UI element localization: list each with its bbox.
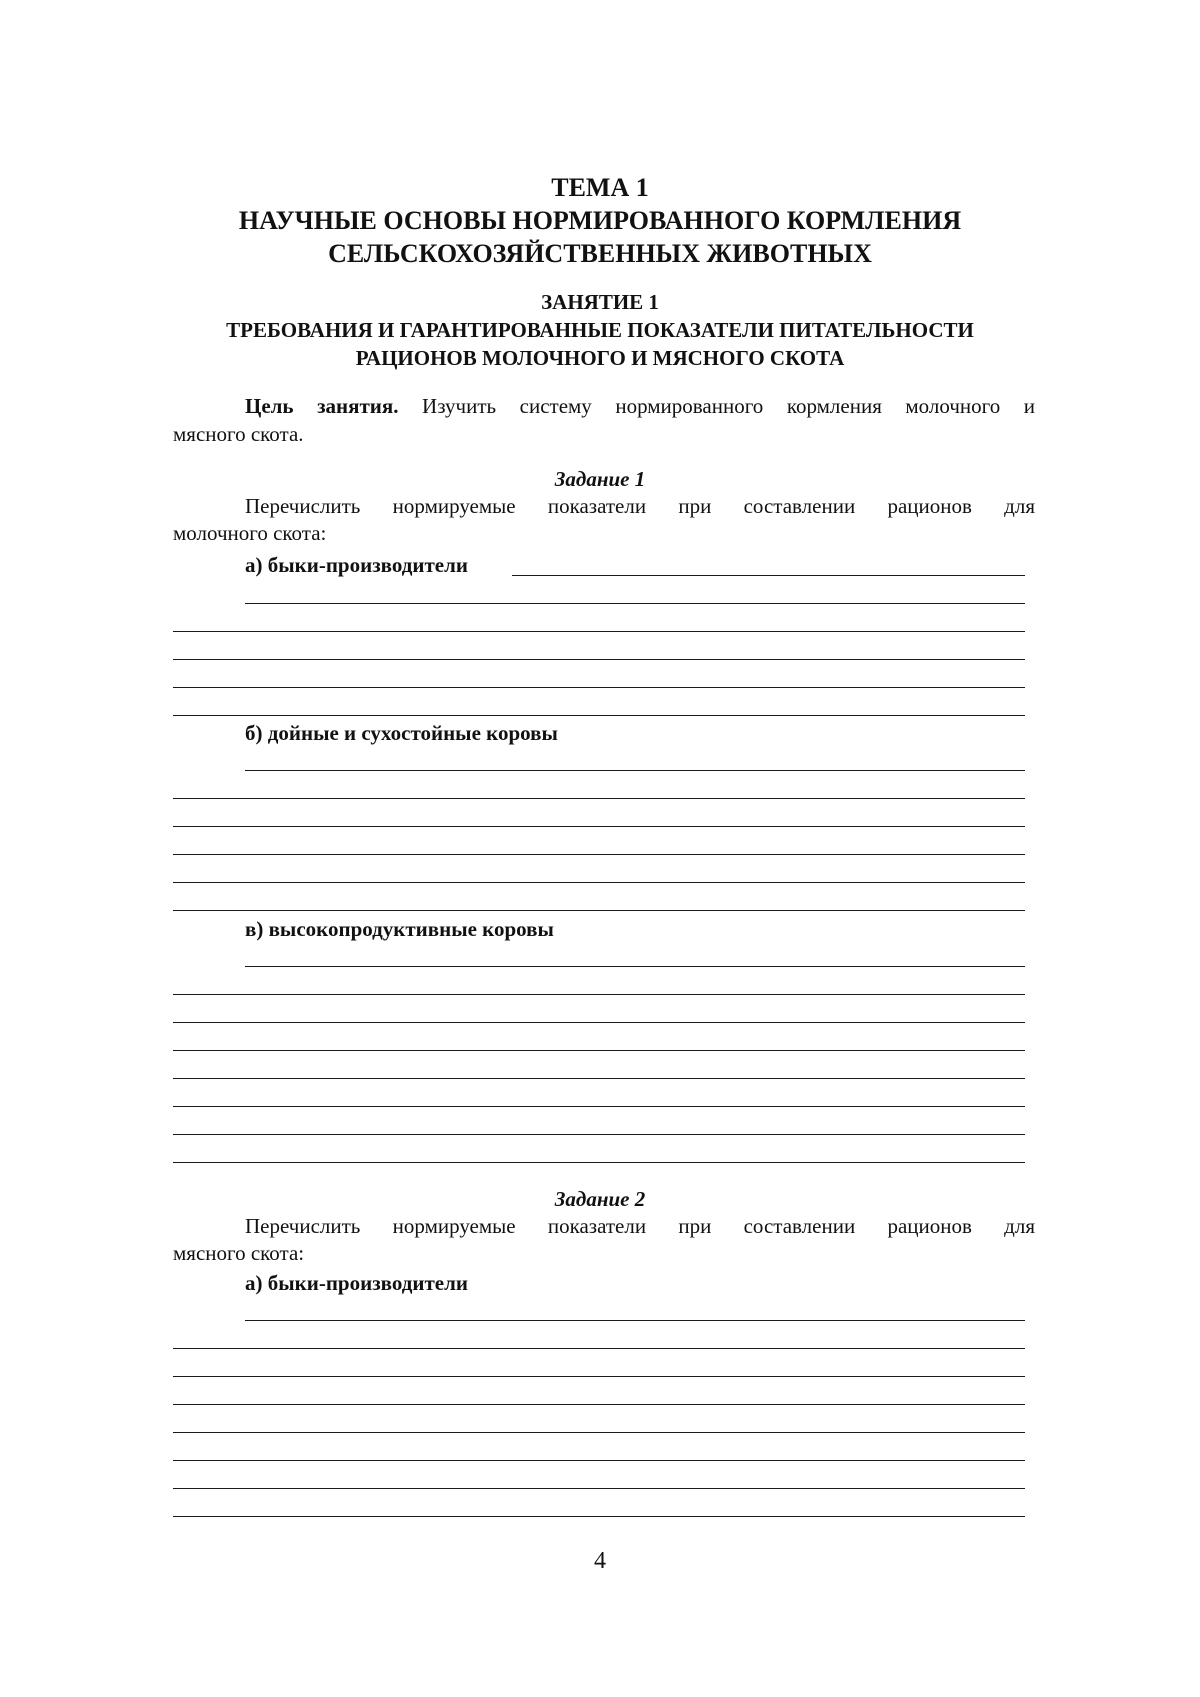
theme-title-line-1: НАУЧНЫЕ ОСНОВЫ НОРМИРОВАННОГО КОРМЛЕНИЯ — [238, 206, 962, 235]
theme-label: ТЕМА 1 — [551, 173, 649, 202]
task2-text-line-2: мясного скота: — [173, 1241, 305, 1265]
answer-line — [173, 687, 1025, 688]
goal-paragraph-line-2: мясного скота. — [173, 422, 304, 446]
task2-item-a-label: а) быки-производители — [245, 1271, 468, 1295]
answer-line — [245, 603, 1025, 604]
answer-line — [245, 770, 1025, 771]
answer-line — [173, 1162, 1025, 1163]
answer-line — [173, 1404, 1025, 1405]
lesson-label: ЗАНЯТИЕ 1 — [541, 290, 659, 314]
goal-text: Изучить систему нормированного кормления молочного и — [422, 394, 1036, 418]
answer-line — [173, 659, 1025, 660]
answer-line — [173, 715, 1025, 716]
task1-item-b-label: б) дойные и сухостойные коровы — [245, 721, 558, 745]
answer-line — [173, 1050, 1025, 1051]
theme-title-line-2: СЕЛЬСКОХОЗЯЙСТВЕННЫХ ЖИВОТНЫХ — [328, 239, 872, 268]
answer-line — [173, 798, 1025, 799]
answer-line — [173, 1516, 1025, 1517]
task1-text-line-1: Перечислить нормируемые показатели при составлении рационов для — [245, 494, 1035, 518]
answer-line — [173, 1488, 1025, 1489]
answer-line — [173, 1134, 1025, 1135]
page-number: 4 — [594, 1548, 606, 1574]
task1-item-c-label: в) высокопродуктивные коровы — [245, 917, 554, 941]
task1-item-a-label: а) быки-производители — [245, 553, 468, 577]
answer-line — [173, 1022, 1025, 1023]
answer-line — [173, 1460, 1025, 1461]
answer-line — [173, 910, 1025, 911]
task2-text-line-1: Перечислить нормируемые показатели при составлении рационов для — [245, 1214, 1035, 1238]
task1-title: Задание 1 — [554, 467, 646, 491]
lesson-title-line-1: ТРЕБОВАНИЯ И ГАРАНТИРОВАННЫЕ ПОКАЗАТЕЛИ ПИТАТЕЛЬНОСТИ — [226, 318, 974, 342]
answer-line — [173, 1348, 1025, 1349]
answer-line — [173, 826, 1025, 827]
answer-line — [512, 575, 1025, 576]
task1-text-line-2: молочного скота: — [173, 521, 327, 545]
answer-line — [173, 1432, 1025, 1433]
goal-paragraph-line-1 — [245, 393, 1035, 420]
answer-line — [173, 631, 1025, 632]
task2-title: Задание 2 — [554, 1187, 646, 1211]
answer-line — [173, 882, 1025, 883]
answer-line — [173, 994, 1025, 995]
answer-line — [245, 966, 1025, 967]
answer-line — [245, 1320, 1025, 1321]
answer-line — [173, 1376, 1025, 1377]
answer-line — [173, 854, 1025, 855]
answer-line — [173, 1106, 1025, 1107]
goal-label: Цель занятия. — [245, 394, 399, 418]
answer-line — [173, 1078, 1025, 1079]
lesson-title-line-2: РАЦИОНОВ МОЛОЧНОГО И МЯСНОГО СКОТА — [355, 346, 845, 370]
